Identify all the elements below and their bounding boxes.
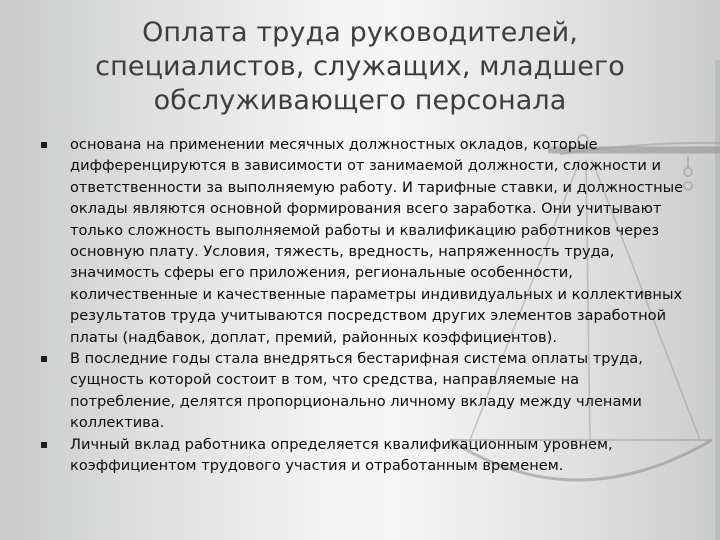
bullet-list [40, 134, 688, 477]
square-bullet-icon [41, 356, 47, 362]
list-item-text: Личный вклад работника определяется квалификационным уровнем, коэффициентом трудового участия и отработанным временем. [70, 435, 613, 475]
list-item [40, 348, 688, 434]
square-bullet-icon [41, 442, 47, 448]
slide-title: Оплата труда руководителей, специалистов, служащих, младшего обслуживающего персонала [95, 17, 625, 116]
square-bullet-icon [41, 142, 47, 148]
list-item-text: основана на применении месячных должностных окладов, которые дифференцируются в зависимости от занимаемой должности, сложности и ответственности за выполняемую работу. И тарифные ставки, и должностные оклады являются основной формирования всего заработка. Они учитывают только сложность выполняемой работы и квалификацию работников через основную плату. Условия, тяжесть, вредность, напряженность труда, значимость сферы его приложения, региональные особенности, количественные и качественные параметры индивидуальных и коллективных результатов труда учитываются посредством других элементов заработной платы (надбавок, доплат, премий, районных коэффициентов). [70, 136, 684, 346]
list-item [40, 134, 688, 348]
list-item-text: В последние годы стала внедряться бестарифная система оплаты труда, сущность которой состоит в том, что средства, направляемые на потребление, делятся пропорционально личному вкладу между членами коллектива. [70, 350, 643, 432]
list-item [40, 434, 688, 477]
